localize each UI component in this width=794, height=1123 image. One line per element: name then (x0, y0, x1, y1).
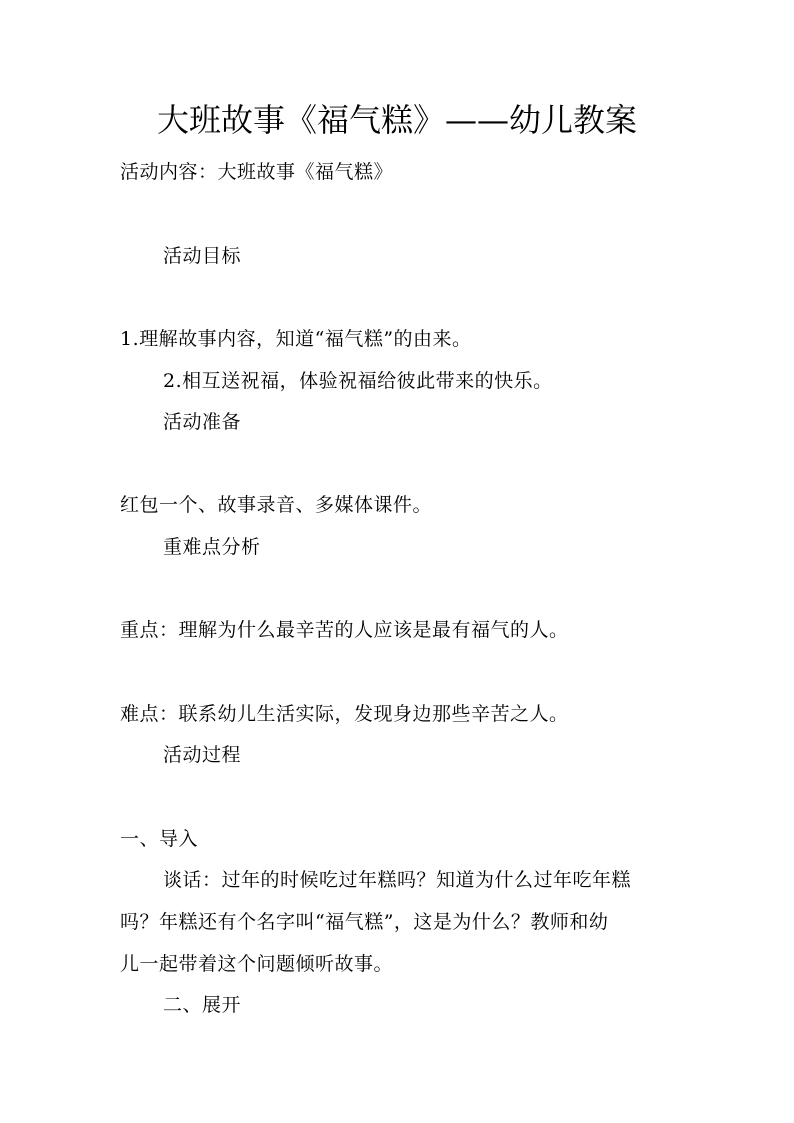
goal-item-1: 1.理解故事内容，知道“福气糕”的由来。 (120, 328, 472, 350)
process-heading: 活动过程 (163, 744, 242, 766)
goal-item-2: 2.相互送祝福，体验祝福给彼此带来的快乐。 (163, 370, 553, 392)
document-title: 大班故事《福气糕》——幼儿教案 (156, 101, 637, 139)
goals-heading: 活动目标 (163, 245, 242, 267)
activity-content-line: 活动内容：大班故事《福气糕》 (120, 161, 394, 183)
difficult-point-text: 难点：联系幼儿生活实际，发现身边那些辛苦之人。 (120, 703, 569, 725)
step-2-heading: 二、展开 (163, 994, 242, 1016)
step-1-paragraph-line-1: 谈话：过年的时候吃过年糕吗？知道为什么过年吃年糕 (163, 869, 632, 891)
preparation-heading: 活动准备 (163, 411, 242, 433)
step-1-heading: 一、导入 (120, 828, 199, 850)
key-point-text: 重点：理解为什么最辛苦的人应该是最有福气的人。 (120, 619, 569, 641)
key-difficult-heading: 重难点分析 (163, 536, 261, 558)
step-1-paragraph-line-3: 儿一起带着这个问题倾听故事。 (120, 953, 394, 975)
step-1-paragraph-line-2: 吗？年糕还有个名字叫“福气糕”，这是为什么？教师和幼 (120, 911, 609, 933)
preparation-text: 红包一个、故事录音、多媒体课件。 (120, 494, 433, 516)
